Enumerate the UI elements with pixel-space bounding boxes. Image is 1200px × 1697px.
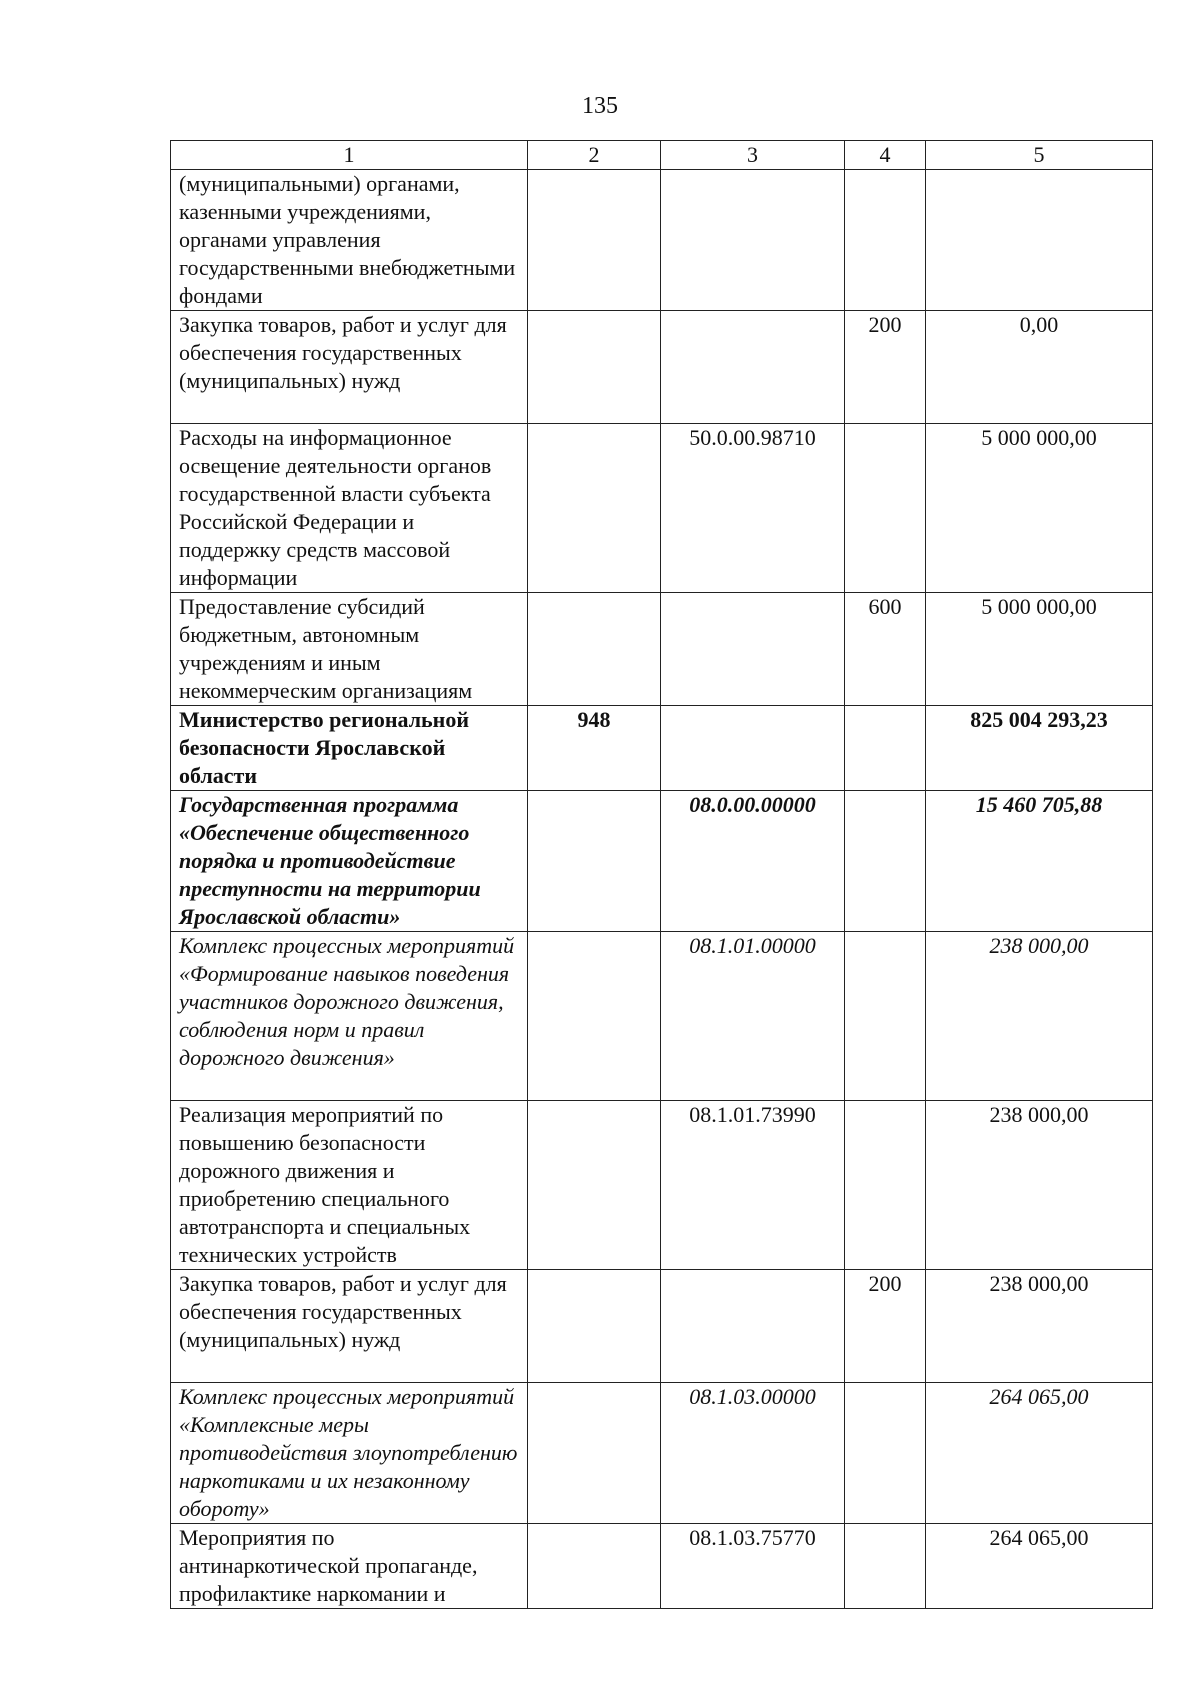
row-ministry-code bbox=[528, 1383, 661, 1524]
table-row bbox=[171, 1524, 1153, 1609]
column-header-3: 3 bbox=[661, 141, 845, 170]
table-row bbox=[171, 1270, 1153, 1383]
row-name: Комплекс процессных мероприятий «Комплексные меры противодействия злоупотреблению наркотиками и их незаконному обороту» bbox=[171, 1383, 528, 1524]
row-ministry-code bbox=[528, 311, 661, 424]
column-header-1: 1 bbox=[171, 141, 528, 170]
row-ministry-code bbox=[528, 1270, 661, 1383]
row-ministry-code bbox=[528, 424, 661, 593]
row-target-article: 08.1.01.00000 bbox=[661, 932, 845, 1101]
row-name: Мероприятия по антинаркотической пропаганде, профилактике наркомании и bbox=[171, 1524, 528, 1609]
row-target-article: 08.0.00.00000 bbox=[661, 791, 845, 932]
table-row bbox=[171, 932, 1153, 1101]
row-amount: 264 065,00 bbox=[926, 1383, 1153, 1524]
row-amount: 15 460 705,88 bbox=[926, 791, 1153, 932]
table-row bbox=[171, 1101, 1153, 1270]
budget-table bbox=[170, 140, 1153, 1609]
row-expense-type bbox=[845, 1101, 926, 1270]
row-target-article bbox=[661, 593, 845, 706]
row-name: Предоставление субсидий бюджетным, автономным учреждениям и иным некоммерческим организациям bbox=[171, 593, 528, 706]
row-name: Закупка товаров, работ и услуг для обеспечения государственных (муниципальных) нужд bbox=[171, 1270, 528, 1383]
table-row bbox=[171, 706, 1153, 791]
row-expense-type bbox=[845, 932, 926, 1101]
column-header-4: 4 bbox=[845, 141, 926, 170]
row-name: Расходы на информационное освещение деятельности органов государственной власти субъекта Российской Федерации и поддержку средств массовой информации bbox=[171, 424, 528, 593]
row-target-article bbox=[661, 170, 845, 311]
row-amount: 5 000 000,00 bbox=[926, 593, 1153, 706]
row-name: Комплекс процессных мероприятий «Формирование навыков поведения участников дорожного движения, соблюдения норм и правил дорожного движения» bbox=[171, 932, 528, 1101]
row-amount: 238 000,00 bbox=[926, 932, 1153, 1101]
table-row bbox=[171, 791, 1153, 932]
row-expense-type bbox=[845, 1383, 926, 1524]
row-name: (муниципальными) органами, казенными учреждениями, органами управления государственными внебюджетными фондами bbox=[171, 170, 528, 311]
row-amount: 238 000,00 bbox=[926, 1101, 1153, 1270]
row-amount: 238 000,00 bbox=[926, 1270, 1153, 1383]
row-target-article bbox=[661, 706, 845, 791]
row-target-article bbox=[661, 1270, 845, 1383]
row-amount: 825 004 293,23 bbox=[926, 706, 1153, 791]
row-name: Государственная программа «Обеспечение общественного порядка и противодействие преступности на территории Ярославской области» bbox=[171, 791, 528, 932]
row-name: Закупка товаров, работ и услуг для обеспечения государственных (муниципальных) нужд bbox=[171, 311, 528, 424]
row-amount: 5 000 000,00 bbox=[926, 424, 1153, 593]
row-name: Реализация мероприятий по повышению безопасности дорожного движения и приобретению специального автотранспорта и специальных технических устройств bbox=[171, 1101, 528, 1270]
row-ministry-code bbox=[528, 1524, 661, 1609]
row-target-article: 50.0.00.98710 bbox=[661, 424, 845, 593]
row-ministry-code bbox=[528, 791, 661, 932]
row-ministry-code bbox=[528, 1101, 661, 1270]
row-expense-type: 200 bbox=[845, 1270, 926, 1383]
row-expense-type bbox=[845, 424, 926, 593]
page-number: 135 bbox=[582, 93, 618, 119]
row-ministry-code bbox=[528, 932, 661, 1101]
column-header-2: 2 bbox=[528, 141, 661, 170]
row-target-article: 08.1.01.73990 bbox=[661, 1101, 845, 1270]
column-header-5: 5 bbox=[926, 141, 1153, 170]
row-target-article: 08.1.03.00000 bbox=[661, 1383, 845, 1524]
row-amount: 0,00 bbox=[926, 311, 1153, 424]
row-ministry-code: 948 bbox=[528, 706, 661, 791]
table-row bbox=[171, 1383, 1153, 1524]
row-ministry-code bbox=[528, 593, 661, 706]
row-expense-type bbox=[845, 170, 926, 311]
table-row bbox=[171, 593, 1153, 706]
table-header-row bbox=[171, 141, 1153, 170]
row-expense-type: 600 bbox=[845, 593, 926, 706]
table-row bbox=[171, 170, 1153, 311]
row-expense-type: 200 bbox=[845, 311, 926, 424]
table-row bbox=[171, 311, 1153, 424]
table-row bbox=[171, 424, 1153, 593]
row-name: Министерство региональной безопасности Ярославской области bbox=[171, 706, 528, 791]
row-target-article: 08.1.03.75770 bbox=[661, 1524, 845, 1609]
row-expense-type bbox=[845, 1524, 926, 1609]
row-amount: 264 065,00 bbox=[926, 1524, 1153, 1609]
row-amount bbox=[926, 170, 1153, 311]
row-target-article bbox=[661, 311, 845, 424]
row-expense-type bbox=[845, 706, 926, 791]
row-ministry-code bbox=[528, 170, 661, 311]
row-expense-type bbox=[845, 791, 926, 932]
